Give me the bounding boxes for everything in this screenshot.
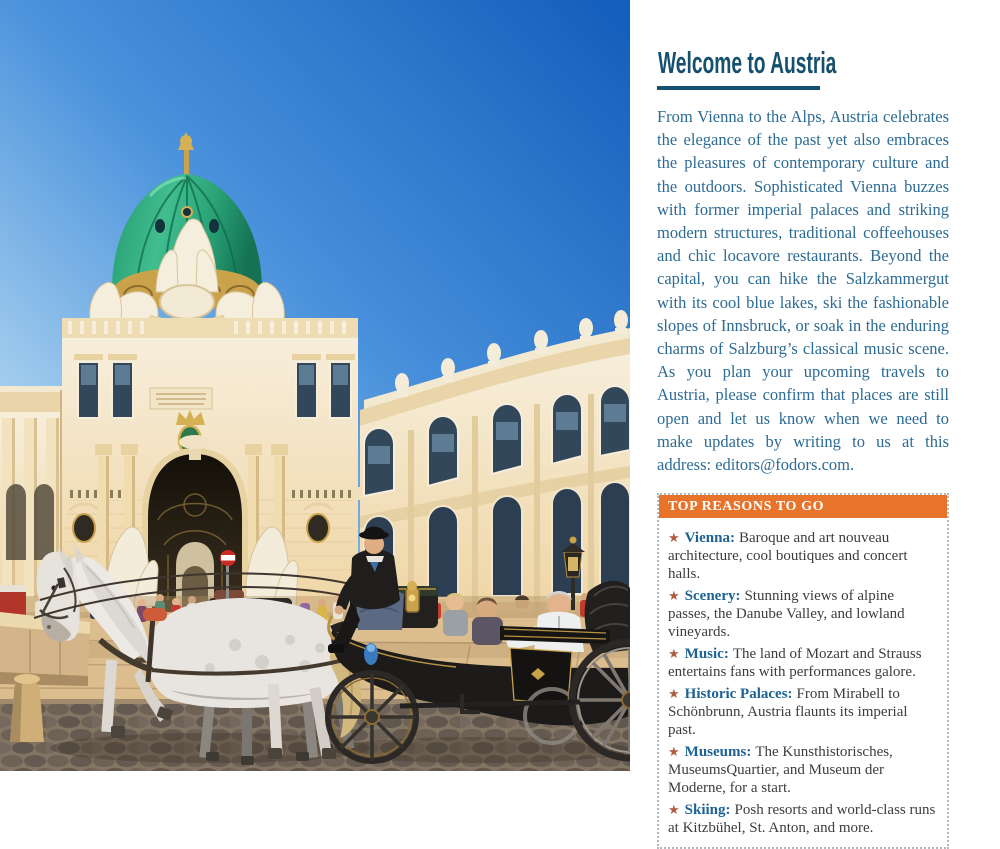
reason-term: Scenery: <box>684 588 741 605</box>
top-reasons-list <box>659 518 947 847</box>
star-icon: ★ <box>668 646 680 662</box>
star-icon: ★ <box>668 588 680 604</box>
reason-term: Skiing: <box>684 802 731 819</box>
list-item <box>668 645 938 681</box>
reason-desc: From Mirabell to Schönbrunn, Austria flaunts its imperial past. <box>668 686 908 739</box>
reason-term: Vienna: <box>684 530 735 547</box>
list-item <box>668 801 938 837</box>
star-icon: ★ <box>668 530 680 546</box>
reason-desc: Baroque and art nouveau architecture, cool boutiques and concert halls. <box>668 530 908 583</box>
reason-term: Museums: <box>684 744 752 761</box>
star-icon: ★ <box>668 686 680 702</box>
reason-desc: Posh resorts and world-class runs at Kitzbühel, St. Anton, and more. <box>668 802 936 837</box>
article-column <box>657 0 949 849</box>
reason-term: Historic Palaces: <box>684 686 793 703</box>
list-item <box>668 685 938 739</box>
top-reasons-box <box>657 493 949 849</box>
front-wheel <box>328 673 416 761</box>
reason-desc: Stunning views of alpine passes, the Danube Valley, and lowland vineyards. <box>668 588 905 641</box>
list-item <box>668 587 938 641</box>
page-title: Welcome to Austria <box>658 45 837 80</box>
reason-desc: The land of Mozart and Strauss entertains fans with performances galore. <box>668 646 922 681</box>
reason-desc: The Kunsthistorisches, MuseumsQuartier, and Museum der Moderne, for a start. <box>668 744 893 797</box>
list-item <box>668 743 938 797</box>
star-icon: ★ <box>668 802 680 818</box>
top-reasons-header: TOP REASONS TO GO <box>659 495 947 518</box>
reason-term: Music: <box>684 646 729 663</box>
list-item <box>668 529 938 583</box>
intro-paragraph: From Vienna to the Alps, Austria celebrates the elegance of the past yet also embraces the pleasures of contemporary culture and the outdoors. Sophisticated Vienna buzzes with former imperial palaces and striking modern structures, traditional coffeehouses and chic locavore restaurants. Beyond the capital, you can hike the Salzkammergut with its cool blue lakes, ski the fashionable slopes of Innsbruck, or soak in the enduring charms of Salzburg’s classical music scene. As you plan your upcoming travels to Austria, please confirm that places are still open and let us know when we need to make updates by writing to us at this address: editors@fodors.com. <box>657 107 949 475</box>
star-icon: ★ <box>668 744 680 760</box>
title-underline <box>657 86 820 90</box>
